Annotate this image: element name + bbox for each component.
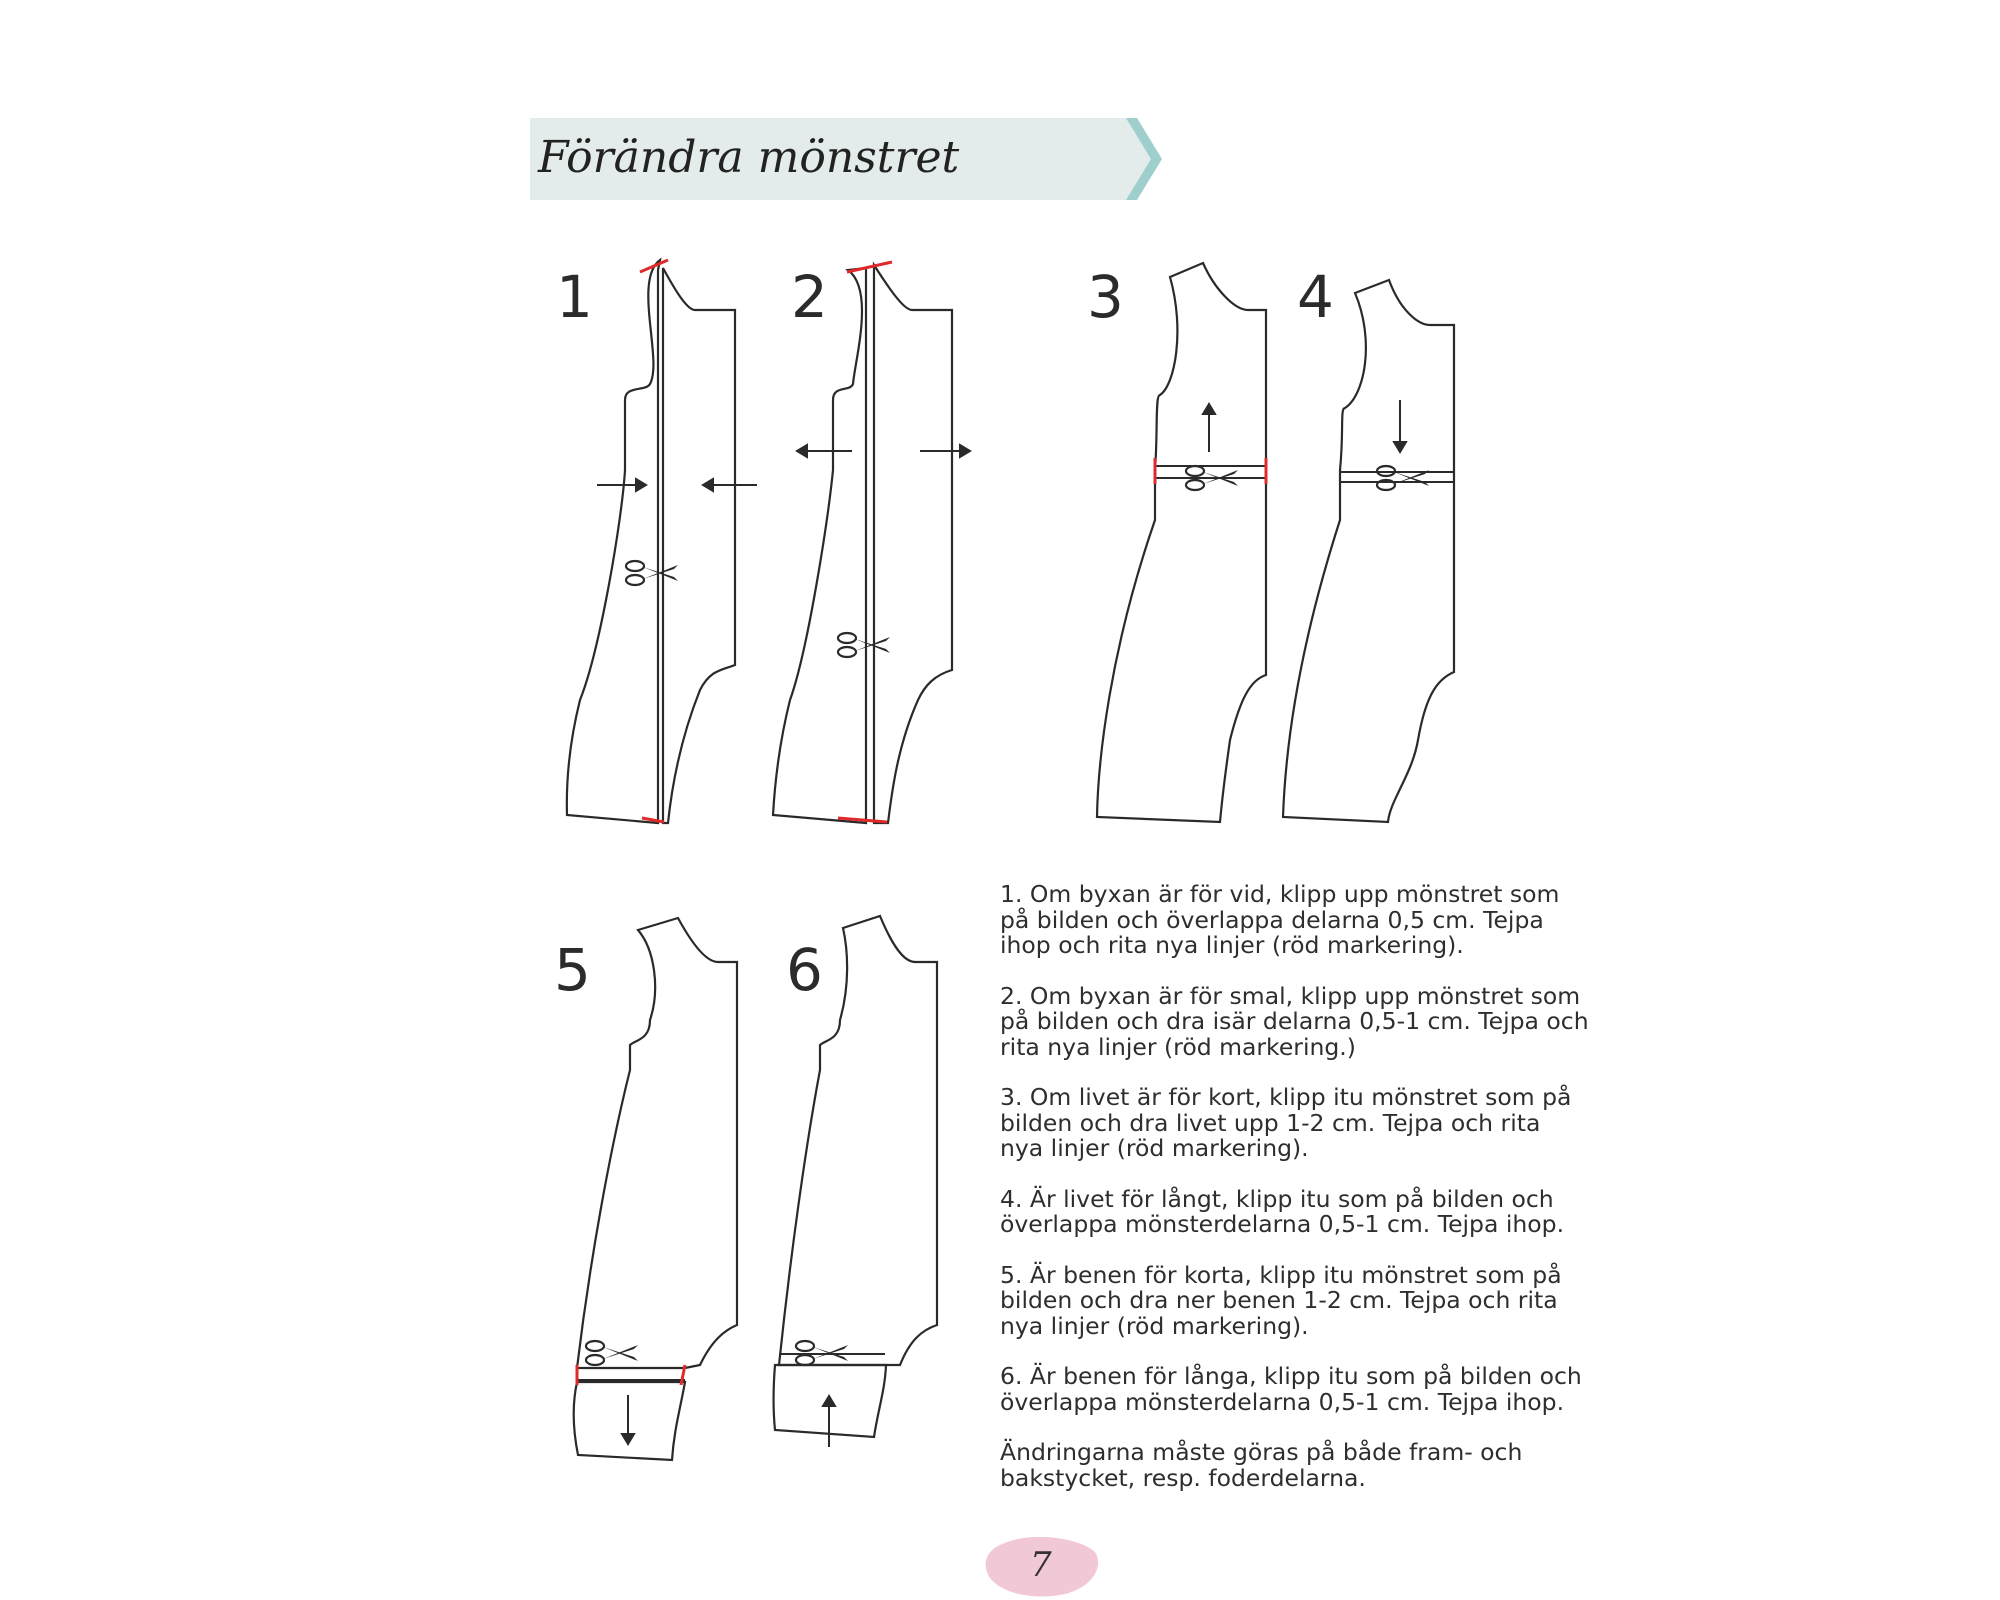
arrow-right-icon [597,479,646,491]
scissors-icon [626,561,678,585]
figure-1 [567,260,757,823]
scissors-icon [838,633,890,657]
figure-2 [773,262,970,823]
arrow-left-icon [703,479,757,491]
figure-1-left-piece [567,260,660,823]
instruction-6: 6. Är benen för långa, klipp itu som på bilden och överlappa mönsterdelarna 0,5-1 cm. Tejpa ihop. [1000,1362,1582,1416]
figure-2-left-piece [773,263,866,823]
figure-5 [574,918,737,1460]
arrow-down-icon [1394,400,1406,452]
figure-4-piece [1283,280,1454,822]
scissors-icon [1377,466,1429,490]
instruction-4: 4. Är livet för långt, klipp itu som på bilden och överlappa mönsterdelarna 0,5-1 cm. Tejpa ihop. [1000,1184,1565,1238]
arrow-right-icon [920,445,970,457]
figure-5-lower-piece [574,1382,685,1460]
figure-4 [1283,280,1454,822]
figure-number-4: 4 [1297,263,1334,331]
scissors-icon [586,1341,638,1365]
page-title: Förändra mönstret [538,132,960,183]
arrow-down-icon [622,1395,634,1444]
figure-2-right-piece [874,265,952,823]
instruction-1: 1. Om byxan är för vid, klipp upp mönstret som på bilden och överlappa delarna 0,5 cm. Tejpa ihop och rita nya linjer (röd markering). [1000,880,1560,959]
figure-3-piece [1097,263,1266,822]
page-number: 7 [1030,1545,1052,1585]
arrow-up-icon [1203,404,1215,452]
figure-number-3: 3 [1087,263,1124,331]
arrow-up-icon [823,1396,835,1447]
figure-number-2: 2 [791,263,828,331]
figure-3 [1097,263,1266,822]
instruction-2: 2. Om byxan är för smal, klipp upp mönstret som på bilden och dra isär delarna 0,5-1 cm. Tejpa och rita nya linjer (röd markering.) [1000,981,1589,1061]
arrow-left-icon [797,445,852,457]
instructions-text [1000,882,1590,1516]
figure-1-right-piece [663,268,735,823]
figure-number-1: 1 [556,263,593,331]
instruction-3: 3. Om livet är för kort, klipp itu mönstret som på bilden och dra livet upp 1-2 cm. Tejpa och rita nya linjer (röd markering). [1000,1083,1572,1162]
figure-2-red-top [847,262,892,272]
figure-number-5: 5 [554,936,591,1004]
figure-number-6: 6 [786,936,823,1004]
figure-5-upper-piece [577,918,737,1368]
instruction-note: Ändringarna måste göras på både fram- och bakstycket, resp. foderdelarna. [1000,1438,1523,1492]
instruction-5: 5. Är benen för korta, klipp itu mönstret som på bilden och dra ner benen 1-2 cm. Tejpa och rita nya linjer (röd markering). [1000,1260,1562,1340]
